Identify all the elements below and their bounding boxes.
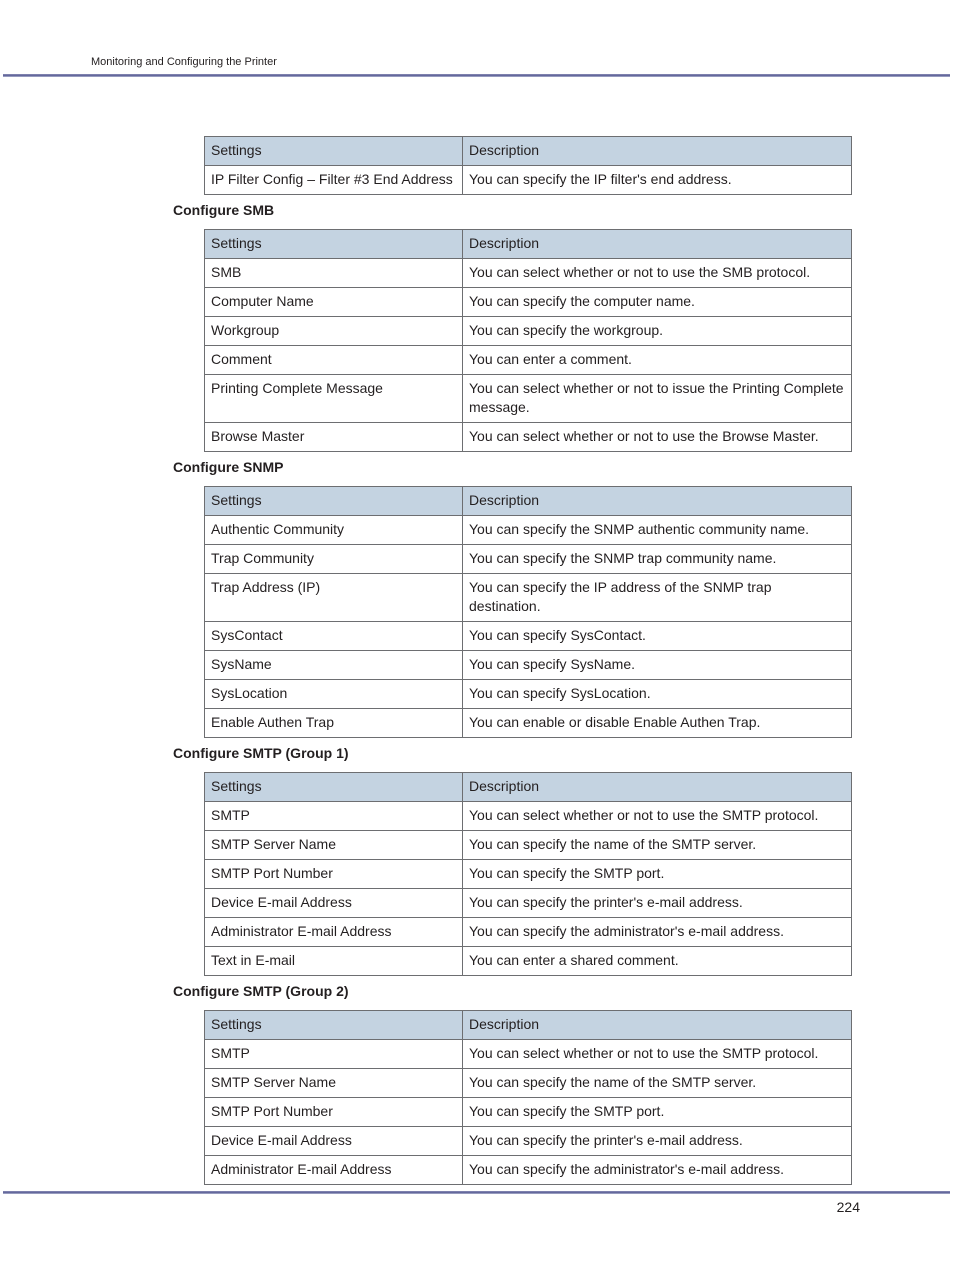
- setting-description-cell: You can specify the printer's e-mail address.: [463, 889, 852, 918]
- table-row: [205, 680, 852, 709]
- description-column-header: Description: [463, 773, 852, 802]
- header-rule: [3, 74, 950, 77]
- table-row: [205, 259, 852, 288]
- setting-name-cell: Administrator E-mail Address: [205, 918, 463, 947]
- table-row: [205, 545, 852, 574]
- description-column-header: Description: [463, 1011, 852, 1040]
- document-body: [0, 136, 954, 1185]
- setting-description-cell: You can specify SysName.: [463, 651, 852, 680]
- setting-description-cell: You can select whether or not to issue the Printing Complete message.: [463, 375, 852, 423]
- table-row: [205, 166, 852, 195]
- setting-name-cell: SMB: [205, 259, 463, 288]
- table-row: [205, 889, 852, 918]
- page-header-title: Monitoring and Configuring the Printer: [91, 56, 277, 68]
- table-header-row: [205, 1011, 852, 1040]
- footer-rule: [3, 1191, 950, 1194]
- setting-description-cell: You can specify the name of the SMTP server.: [463, 1069, 852, 1098]
- settings-table: [204, 1010, 852, 1185]
- setting-name-cell: Trap Community: [205, 545, 463, 574]
- setting-description-cell: You can specify the computer name.: [463, 288, 852, 317]
- section-heading: Configure SMB: [173, 202, 275, 218]
- setting-description-cell: You can specify SysContact.: [463, 622, 852, 651]
- table-row: [205, 574, 852, 622]
- setting-name-cell: IP Filter Config – Filter #3 End Address: [205, 166, 463, 195]
- table-row: [205, 947, 852, 976]
- table-header-row: [205, 230, 852, 259]
- setting-description-cell: You can specify the SMTP port.: [463, 1098, 852, 1127]
- setting-name-cell: SysName: [205, 651, 463, 680]
- setting-name-cell: Administrator E-mail Address: [205, 1156, 463, 1185]
- setting-description-cell: You can select whether or not to use the SMB protocol.: [463, 259, 852, 288]
- table-header-row: [205, 773, 852, 802]
- settings-column-header: Settings: [205, 137, 463, 166]
- setting-name-cell: Workgroup: [205, 317, 463, 346]
- setting-description-cell: You can specify the printer's e-mail address.: [463, 1127, 852, 1156]
- table-row: [205, 831, 852, 860]
- setting-description-cell: You can select whether or not to use the SMTP protocol.: [463, 1040, 852, 1069]
- table-row: [205, 918, 852, 947]
- table-row: [205, 651, 852, 680]
- setting-name-cell: SMTP Server Name: [205, 1069, 463, 1098]
- setting-description-cell: You can select whether or not to use the SMTP protocol.: [463, 802, 852, 831]
- table-row: [205, 622, 852, 651]
- setting-name-cell: SMTP Server Name: [205, 831, 463, 860]
- setting-description-cell: You can enter a comment.: [463, 346, 852, 375]
- settings-table: [204, 772, 852, 976]
- description-column-header: Description: [463, 230, 852, 259]
- section-heading: Configure SMTP (Group 1): [173, 745, 349, 761]
- setting-name-cell: Browse Master: [205, 423, 463, 452]
- setting-description-cell: You can specify the administrator's e-mail address.: [463, 918, 852, 947]
- setting-name-cell: SMTP Port Number: [205, 860, 463, 889]
- table-row: [205, 1069, 852, 1098]
- setting-description-cell: You can specify the administrator's e-mail address.: [463, 1156, 852, 1185]
- setting-name-cell: Comment: [205, 346, 463, 375]
- setting-name-cell: Enable Authen Trap: [205, 709, 463, 738]
- setting-description-cell: You can enable or disable Enable Authen Trap.: [463, 709, 852, 738]
- setting-description-cell: You can specify the SNMP authentic community name.: [463, 516, 852, 545]
- table-row: [205, 1156, 852, 1185]
- description-column-header: Description: [463, 487, 852, 516]
- table-row: [205, 346, 852, 375]
- setting-name-cell: Printing Complete Message: [205, 375, 463, 423]
- table-row: [205, 317, 852, 346]
- setting-description-cell: You can enter a shared comment.: [463, 947, 852, 976]
- table-row: [205, 860, 852, 889]
- setting-name-cell: SMTP Port Number: [205, 1098, 463, 1127]
- section-heading: Configure SNMP: [173, 459, 284, 475]
- settings-column-header: Settings: [205, 1011, 463, 1040]
- setting-name-cell: Authentic Community: [205, 516, 463, 545]
- table-row: [205, 375, 852, 423]
- setting-name-cell: Trap Address (IP): [205, 574, 463, 622]
- page-number: 224: [836, 1199, 860, 1215]
- setting-name-cell: Text in E-mail: [205, 947, 463, 976]
- setting-description-cell: You can specify the workgroup.: [463, 317, 852, 346]
- table-row: [205, 709, 852, 738]
- table-header-row: [205, 487, 852, 516]
- settings-table: [204, 136, 852, 195]
- table-row: [205, 1098, 852, 1127]
- setting-name-cell: Computer Name: [205, 288, 463, 317]
- description-column-header: Description: [463, 137, 852, 166]
- settings-column-header: Settings: [205, 487, 463, 516]
- settings-column-header: Settings: [205, 230, 463, 259]
- setting-name-cell: SMTP: [205, 802, 463, 831]
- table-row: [205, 1127, 852, 1156]
- settings-table: [204, 486, 852, 738]
- settings-table: [204, 229, 852, 452]
- setting-description-cell: You can select whether or not to use the Browse Master.: [463, 423, 852, 452]
- setting-description-cell: You can specify the SNMP trap community name.: [463, 545, 852, 574]
- table-row: [205, 423, 852, 452]
- setting-description-cell: You can specify the IP filter's end address.: [463, 166, 852, 195]
- table-row: [205, 1040, 852, 1069]
- setting-description-cell: You can specify the SMTP port.: [463, 860, 852, 889]
- table-row: [205, 516, 852, 545]
- table-row: [205, 802, 852, 831]
- setting-description-cell: You can specify the name of the SMTP server.: [463, 831, 852, 860]
- setting-name-cell: Device E-mail Address: [205, 1127, 463, 1156]
- settings-column-header: Settings: [205, 773, 463, 802]
- setting-description-cell: You can specify SysLocation.: [463, 680, 852, 709]
- table-header-row: [205, 137, 852, 166]
- table-row: [205, 288, 852, 317]
- setting-name-cell: SysLocation: [205, 680, 463, 709]
- setting-name-cell: SysContact: [205, 622, 463, 651]
- setting-name-cell: SMTP: [205, 1040, 463, 1069]
- setting-name-cell: Device E-mail Address: [205, 889, 463, 918]
- setting-description-cell: You can specify the IP address of the SNMP trap destination.: [463, 574, 852, 622]
- section-heading: Configure SMTP (Group 2): [173, 983, 349, 999]
